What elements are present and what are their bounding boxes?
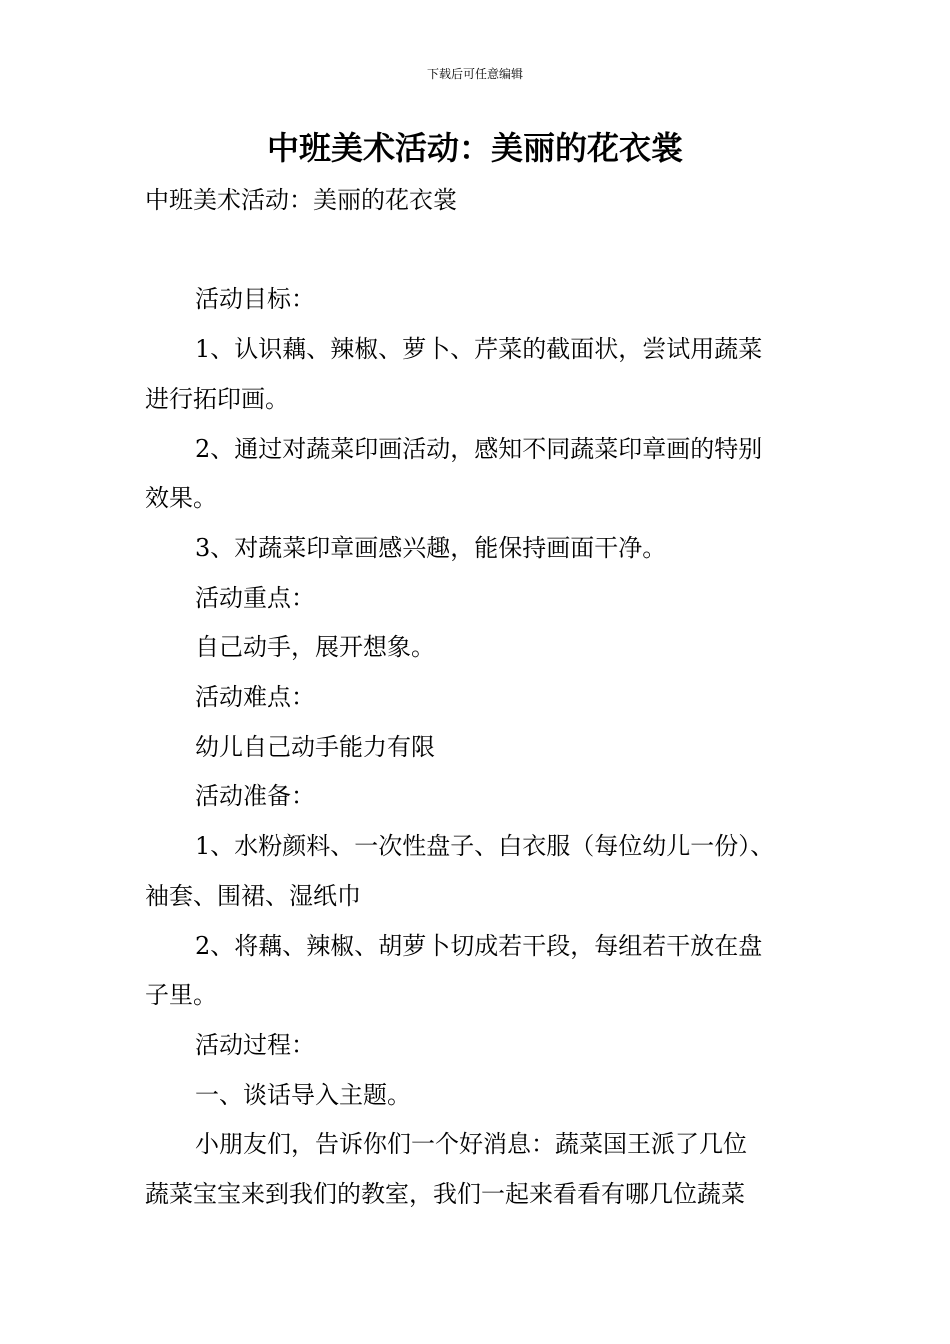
body-line: 袖套、围裙、湿纸巾: [145, 881, 361, 910]
body-line: 1、认识藕、辣椒、萝卜、芹菜的截面状，尝试用蔬菜: [195, 335, 763, 364]
body-line: [145, 226, 810, 276]
body-line: 活动重点：: [195, 583, 315, 612]
body-line: 活动目标：: [195, 285, 315, 314]
body-line: 活动过程：: [195, 1030, 315, 1059]
body-line: 小朋友们，告诉你们一个好消息：蔬菜国王派了几位: [195, 1130, 747, 1159]
body-line: 2、通过对蔬菜印画活动，感知不同蔬菜印章画的特别: [195, 434, 763, 463]
document-title: 中班美术活动：美丽的花衣裳: [266, 129, 683, 167]
body-line: 一、谈话导入主题。: [195, 1080, 411, 1109]
body-line: 幼儿自己动手能力有限: [195, 732, 435, 761]
body-line: 活动难点：: [195, 683, 315, 712]
body-line: 效果。: [145, 484, 217, 513]
body-line: 自己动手，展开想象。: [195, 633, 435, 662]
document-body: [145, 176, 810, 1220]
header-note: 下载后可任意编辑: [426, 67, 523, 81]
body-line: 2、将藕、辣椒、胡萝卜切成若干段，每组若干放在盘: [195, 931, 763, 960]
body-line: 1、水粉颜料、一次性盘子、白衣服（每位幼儿一份）、: [195, 832, 775, 861]
body-line: 子里。: [145, 981, 217, 1010]
body-line: 中班美术活动：美丽的花衣裳: [145, 186, 457, 214]
body-line: 3、对蔬菜印章画感兴趣，能保持画面干净。: [195, 533, 667, 562]
body-line: 蔬菜宝宝来到我们的教室，我们一起来看看有哪几位蔬菜: [145, 1180, 745, 1209]
body-line: 进行拓印画。: [145, 384, 289, 413]
body-line: 活动准备：: [195, 782, 315, 811]
